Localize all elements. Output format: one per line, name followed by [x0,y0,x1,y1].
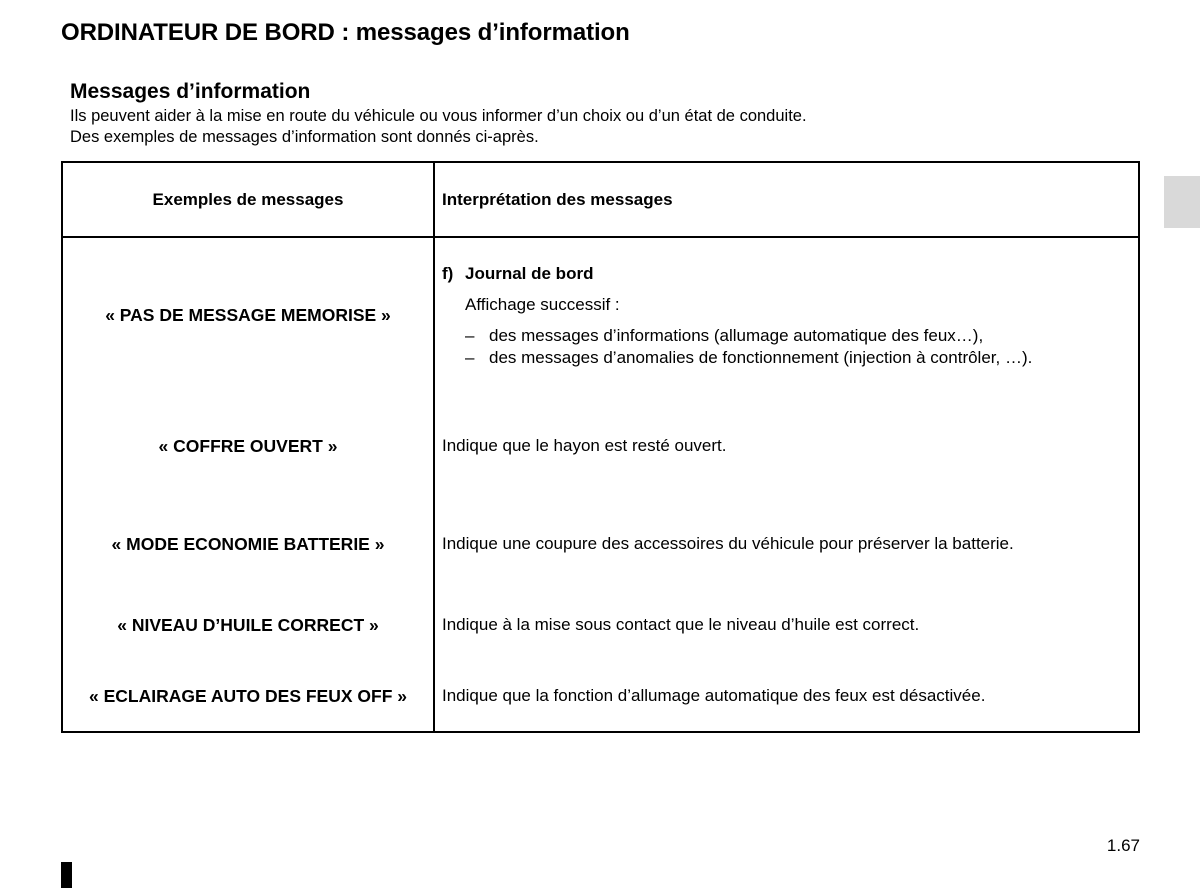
intro-text [70,106,807,148]
bullet-text: des messages d’anomalies de fonctionnement (injection à contrôler, …). [489,348,1033,367]
corner-mark [61,862,72,888]
message-interpretation: Indique à la mise sous contact que le niveau d’huile est correct. [442,615,920,634]
column-header-interpretation: Interprétation des messages [442,190,673,209]
page-title: ORDINATEUR DE BORD : messages d’information [61,19,630,46]
page-number: 1.67 [1106,836,1140,855]
intro-line: Ils peuvent aider à la mise en route du véhicule ou vous informer d’un choix ou d’un état de conduite. [70,107,807,125]
section-heading: Messages d’information [70,80,311,103]
message-interpretation: Indique que le hayon est resté ouvert. [442,436,727,455]
bullet-dash: – [465,348,475,367]
journal-title [442,264,593,284]
chapter-tab [1164,176,1200,228]
bullet-dash: – [465,326,475,345]
message-example: « COFFRE OUVERT » [158,436,338,456]
intro-line: Des exemples de messages d’information sont donnés ci-après. [70,128,539,146]
bullet-text: des messages d’informations (allumage automatique des feux…), [489,326,984,345]
message-interpretation: Indique une coupure des accessoires du véhicule pour préserver la batterie. [442,534,1014,553]
messages-table [61,161,1140,733]
journal-letter: f) [442,264,454,283]
header-divider [63,236,1138,238]
column-header-messages: Exemples de messages [152,190,344,209]
message-example: « ECLAIRAGE AUTO DES FEUX OFF » [89,686,407,706]
journal-subtitle: Affichage successif : [465,295,620,314]
journal-title-text: Journal de bord [465,264,594,283]
message-example: « NIVEAU D’HUILE CORRECT » [117,615,379,635]
journal-bullet [465,348,1032,368]
message-example: « PAS DE MESSAGE MEMORISE » [105,305,391,325]
column-divider [433,163,435,731]
journal-bullet [465,326,983,346]
message-interpretation: Indique que la fonction d’allumage automatique des feux est désactivée. [442,686,986,705]
message-example: « MODE ECONOMIE BATTERIE » [111,534,385,554]
